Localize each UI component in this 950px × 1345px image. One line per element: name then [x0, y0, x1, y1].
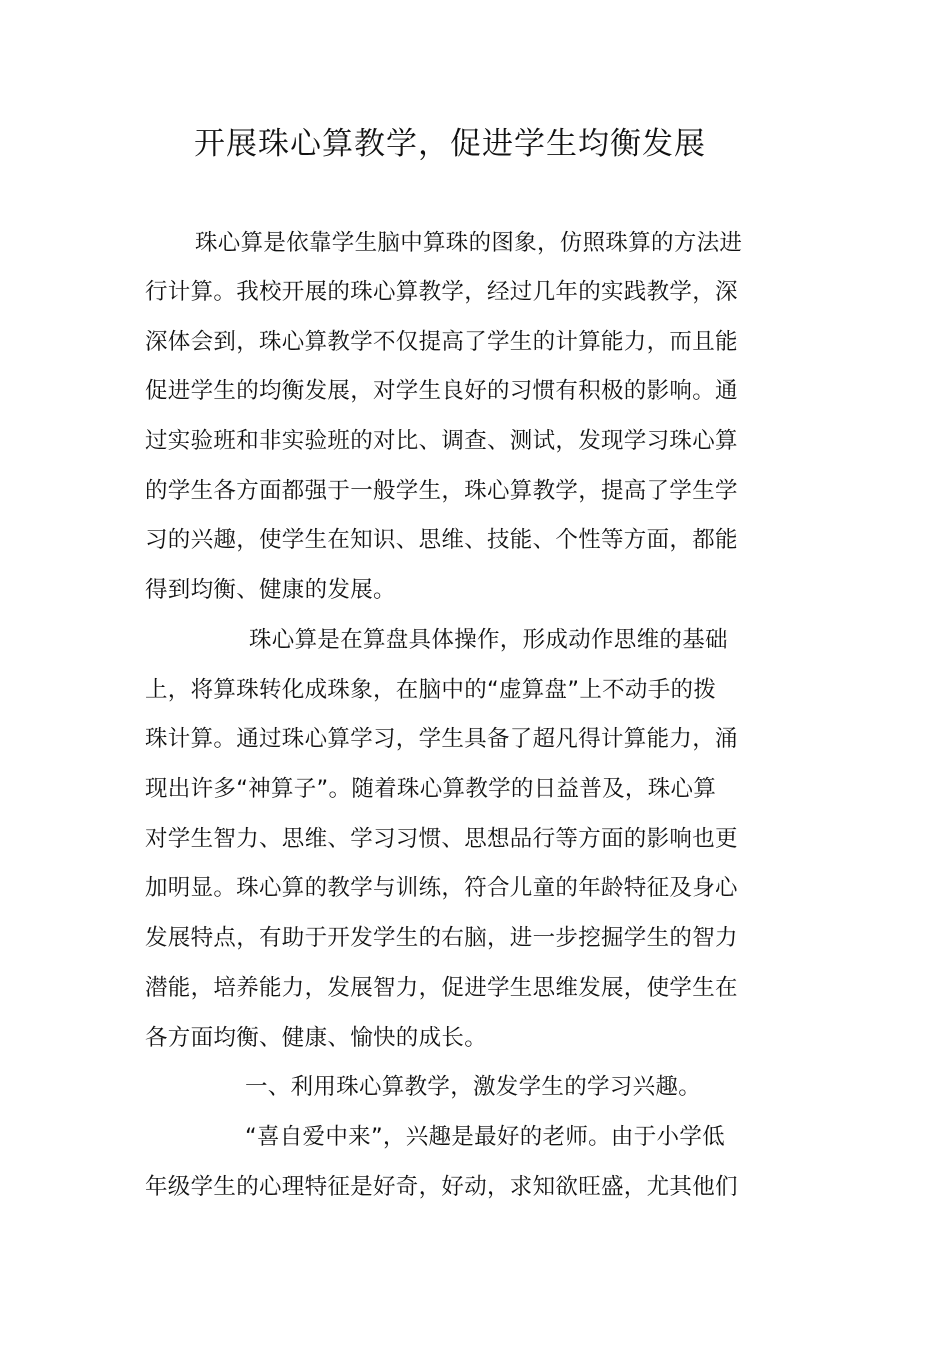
- paragraph-line: 现出许多“神算子”。随着珠心算教学的日益普及，珠心算: [145, 776, 717, 802]
- paragraph-line: 各方面均衡、健康、愉快的成长。: [145, 1025, 488, 1051]
- paragraph-line: 深体会到，珠心算教学不仅提高了学生的计算能力，而且能: [145, 329, 738, 355]
- paragraph-line: 的学生各方面都强于一般学生，珠心算教学，提高了学生学: [145, 478, 738, 504]
- paragraph-line: 发展特点，有助于开发学生的右脑，进一步挖掘学生的智力: [145, 925, 738, 951]
- paragraph-line: 珠心算是在算盘具体操作，形成动作思维的基础: [249, 627, 728, 653]
- paragraph-line: 促进学生的均衡发展，对学生良好的习惯有积极的影响。通: [145, 378, 738, 404]
- section-heading: 一、利用珠心算教学，激发学生的学习兴趣。: [245, 1074, 702, 1100]
- paragraph-line: 珠心算是依靠学生脑中算珠的图象，仿照珠算的方法进: [195, 230, 743, 256]
- paragraph-line: 上，将算珠转化成珠象，在脑中的“虚算盘”上不动手的拨: [145, 677, 717, 703]
- paragraph-line: 年级学生的心理特征是好奇，好动，求知欲旺盛，尤其他们: [145, 1174, 738, 1200]
- document-title: 开展珠心算教学，促进学生均衡发展: [194, 126, 706, 162]
- paragraph-line: 习的兴趣，使学生在知识、思维、技能、个性等方面，都能: [145, 527, 738, 553]
- paragraph-line: 对学生智力、思维、学习习惯、思想品行等方面的影响也更: [145, 826, 738, 852]
- paragraph-line: 行计算。我校开展的珠心算教学，经过几年的实践教学，深: [145, 279, 738, 305]
- paragraph-line: 潜能，培养能力，发展智力，促进学生思维发展，使学生在: [145, 975, 738, 1001]
- paragraph-line: 过实验班和非实验班的对比、调查、测试，发现学习珠心算: [145, 428, 738, 454]
- paragraph-line: “喜自爱中来”，兴趣是最好的老师。由于小学低: [245, 1124, 725, 1150]
- paragraph-line: 得到均衡、健康的发展。: [145, 577, 396, 603]
- paragraph-line: 珠计算。通过珠心算学习，学生具备了超凡得计算能力，涌: [145, 726, 738, 752]
- paragraph-line: 加明显。珠心算的教学与训练，符合儿童的年龄特征及身心: [145, 875, 738, 901]
